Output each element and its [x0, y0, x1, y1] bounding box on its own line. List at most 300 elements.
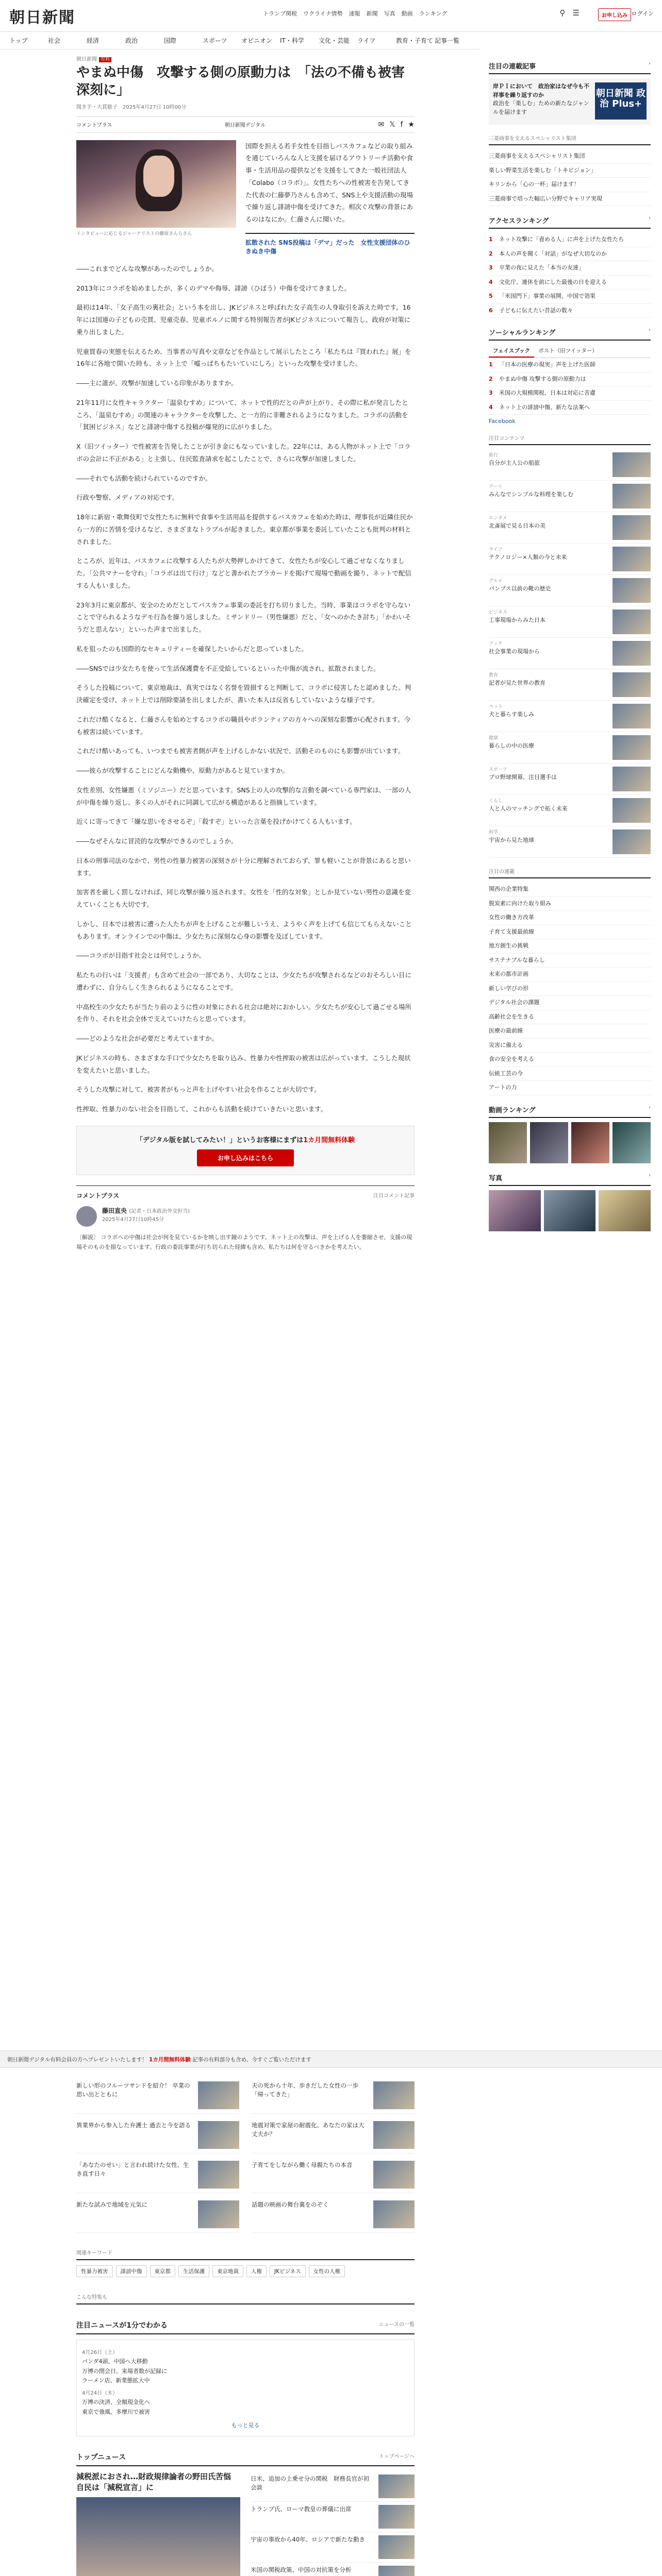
timeline-item[interactable]: パンダ4頭、中国へ大移動	[82, 2358, 148, 2365]
sidebar-list-item[interactable]	[489, 178, 651, 192]
sidebar-list-title[interactable]: デジタル社会の課題	[489, 999, 540, 1006]
header-icons	[560, 8, 580, 18]
article-intro	[76, 140, 415, 256]
recommend-title[interactable]: 地震対策で家屋の耐震化、あなたの家は大丈夫か？	[252, 2122, 365, 2138]
photo-header	[489, 1173, 651, 1186]
sidebar-list-title[interactable]: 伝統工芸の今	[489, 1070, 523, 1077]
timeline-more-link[interactable]: ニュースの一覧	[378, 2322, 415, 2328]
content-title[interactable]: 宇宙から見た地球	[489, 836, 534, 843]
timeline-item[interactable]: 万博の決済、全額現金化へ	[82, 2399, 150, 2406]
photo-title: 写真	[489, 1174, 503, 1182]
facebook-link[interactable]: Facebook	[489, 418, 516, 425]
content-title[interactable]: テクノロジー×人類の今と未来	[489, 553, 567, 561]
article-paragraph: 2013年にコラボを始めましたが、多くのデマや侮辱、誹謗（ひぼう）中傷を受けてきました。	[76, 284, 351, 292]
search-icon[interactable]: ⚲	[559, 8, 566, 18]
nav-item[interactable]: ライフ	[357, 37, 376, 44]
topnews-list	[251, 2471, 415, 2576]
pr-list	[489, 883, 651, 1095]
recommend-title[interactable]: 新たな試みで地域を元気に	[76, 2201, 147, 2208]
topnews-thumb[interactable]	[378, 2475, 415, 2498]
contents-title: 注目コンテンツ	[489, 436, 525, 442]
sidebar-list-item[interactable]	[489, 925, 651, 940]
timeline-title: 注目ニュースが1分でわかる	[76, 2321, 168, 2330]
content-card[interactable]	[489, 795, 651, 826]
keyword-tag[interactable]: JKビジネス	[270, 2265, 306, 2277]
recommend-title[interactable]: 「あなたのせい」と言われ続けた女性、生き直す日々	[76, 2161, 189, 2178]
site-header	[0, 0, 662, 32]
content-title[interactable]: 工事現場からみた日本	[489, 616, 545, 623]
more-icon[interactable]: ›	[649, 327, 651, 333]
special-header	[76, 2293, 415, 2304]
topnews-thumb[interactable]	[378, 2566, 415, 2576]
keyword-tag[interactable]: 女性の人権	[309, 2265, 345, 2277]
banner-tail: 記事の有料部分も含め、今すぐご覧いただけます	[192, 2056, 311, 2063]
article-paragraph: ――それでも活動を続けられているのですか。	[76, 474, 212, 482]
keyword-tag[interactable]: 東京都	[150, 2265, 176, 2277]
sidebar-list-item[interactable]	[489, 1053, 651, 1067]
sidebar-list-title[interactable]: 米国の大規模関税、日本は対応に苦慮	[499, 389, 595, 396]
content-card[interactable]	[489, 544, 651, 575]
content-tag: アート	[489, 484, 503, 489]
pr-title: 注目の連載	[489, 869, 515, 875]
promo-text: 「デジタル版を試してみたい！」というお客様にまずは	[136, 1136, 304, 1144]
nav-item[interactable]: スポーツ	[203, 37, 227, 44]
comment-plus-label[interactable]: コメントプラス	[76, 123, 112, 129]
content-card[interactable]	[489, 732, 651, 764]
keyword-tag[interactable]: 人権	[246, 2265, 267, 2277]
content-thumb[interactable]	[613, 578, 651, 603]
article-paragraph: 性搾取、性暴力のない社会を目指して、これからも活動を続けていきたいと思います。	[76, 1105, 327, 1113]
more-icon[interactable]: ›	[649, 1172, 651, 1178]
keyword-tag[interactable]: 生活保護	[178, 2265, 209, 2277]
commenter-role: (記者・日本政治外交担当)	[129, 1208, 190, 1214]
timeline-date: 4月26日（土）	[82, 2350, 118, 2355]
header-link[interactable]: 新聞	[366, 10, 378, 17]
header-link[interactable]: ランキング	[419, 10, 448, 17]
photo-thumb[interactable]	[544, 1190, 596, 1231]
content-thumb[interactable]	[613, 735, 651, 760]
recommend-thumb[interactable]	[198, 2200, 239, 2228]
x-share-icon[interactable]: 𝕏	[389, 120, 395, 129]
access-ranking-title: アクセスランキング	[489, 217, 549, 225]
article-paragraph: ――どのような社会が必要だと考えていますか。	[76, 1035, 219, 1043]
article-paragraph: 最初は14年、「女子高生の裏社会」という本を出し、JKビジネスと呼ばれた女子高生の人身取引を訴えた時です。16年には国連の子どもの売買、児童売春、児童ポルノに関する特別報告者がJKビジネスについて報告し、政府が対策に乗り出しました。	[76, 303, 411, 336]
article-paragraph: 加害者を厳しく罰しなければ、同じ攻撃が繰り返されます。女性を「性的な対象」としか見ていない男性の意識を変えていくことも大切です。	[76, 888, 411, 909]
article-column	[76, 52, 415, 1262]
nav-item[interactable]: 文化・芸能	[319, 37, 350, 44]
content-tag: ライフ	[489, 547, 503, 552]
rank-number: 1	[489, 361, 493, 368]
ad-body-2: 政治を「楽しむ」ための新たなジャンルを届けます	[493, 100, 589, 115]
sidebar-list-item[interactable]	[489, 276, 651, 290]
tab-x[interactable]: ポスト（旧ツイッター）	[538, 348, 598, 354]
ad-logo: 朝日新聞 政治 Plus+	[595, 82, 647, 120]
timeline-item[interactable]: 万博の閉会日、来場者数が記録に	[82, 2367, 167, 2375]
recommend-item[interactable]	[252, 2200, 415, 2233]
comment-text: 〔解説〕 コラボへの中傷は社会が何を見ているかを映し出す鏡のようです。ネット上の攻撃は、声を上げる人を萎縮させ、支援の現場そのものを損なっています。行政の委託事業が打ち切られた経緯も含め、私たちは何を守るべきかを考えたい。	[76, 1233, 412, 1250]
article-byline: 聞き手・大貫聡子 2025年4月27日 10時00分	[76, 104, 187, 110]
video-ranking-title: 動画ランキング	[489, 1106, 536, 1114]
sidebar-list-title[interactable]: 未来の都市計画	[489, 971, 528, 977]
content-tag: 健康	[489, 736, 499, 741]
topnews-item[interactable]	[251, 2471, 415, 2502]
content-thumb[interactable]	[613, 704, 651, 728]
sidebar-list-title[interactable]: 女性の働き方改革	[489, 914, 534, 921]
article-paragraph: 23年3月に東京都が、安全のためだとしてバスカフェ事業の委託を打ち切りました。当時、事業はコラボを守らないことで守られるようなデモ行為を繰り返しました。ミサンドリー（男性嫌悪）だと、「女へのかたき討ち」「かわいそうだと思えない」といった声まで出ました。	[76, 601, 411, 634]
article-paragraph: ――主に誰が、攻撃が加速している印象がありますか。	[76, 379, 238, 387]
sidebar-list-title[interactable]: 楽しい野菜生活を楽しむ「トキビジョン」	[489, 166, 597, 174]
recommend-thumb[interactable]	[198, 2161, 239, 2189]
recommend-thumb[interactable]	[373, 2161, 415, 2189]
nav-item[interactable]: 教育・子育て	[396, 37, 434, 44]
article-paragraph: JKビジネスの時も、さまざまな手口で少女たちを取り込み、性暴力や性搾取の被害は広がっています。こうした現状を変えたいと思いました。	[76, 1054, 411, 1074]
content-thumb[interactable]	[613, 767, 651, 791]
header-link[interactable]: 動画	[401, 10, 413, 17]
photo-caption: インタビューに応じるジャーナリストの藤原さんらさん	[76, 231, 192, 236]
topnews-more-link[interactable]: トップページへ	[378, 2454, 415, 2460]
topnews-item[interactable]	[251, 2532, 415, 2563]
rank-number: 3	[489, 264, 493, 271]
content-tag: 旅行	[489, 453, 499, 458]
content-tag: スポーツ	[489, 767, 507, 772]
sidebar-list-item[interactable]	[489, 372, 651, 387]
photo-thumb[interactable]	[489, 1190, 541, 1231]
keyword-tag[interactable]: 東京地裁	[212, 2265, 243, 2277]
promo-highlight: 1カ月間無料体験	[303, 1136, 355, 1144]
content-title[interactable]: 自分が主人公の船旅	[489, 459, 540, 466]
banner-highlight[interactable]: 1カ月間無料体験	[148, 2056, 191, 2063]
sidebar-list-title[interactable]: ネット攻撃に「責める人」に声を上げた女性たち	[499, 236, 624, 243]
content-title[interactable]: 社会事業の現場から	[489, 648, 540, 655]
sidebar-list-title[interactable]: アートの力	[489, 1084, 517, 1091]
nav-item[interactable]: トップ	[9, 37, 28, 44]
sidebar-list-title[interactable]: 「日本の医療の現実」声を上げた医師	[499, 361, 595, 368]
content-thumb[interactable]	[613, 484, 651, 509]
subscribe-button[interactable]: お申し込み	[598, 8, 631, 21]
content-thumb[interactable]	[613, 452, 651, 477]
content-title[interactable]: 記者が見た世界の教育	[489, 679, 545, 686]
social-ranking-list	[489, 358, 651, 415]
facebook-icon[interactable]: f	[400, 120, 403, 129]
nav-item[interactable]: 国際	[164, 37, 177, 44]
content-title[interactable]: みんなでシンプルな料理を楽しむ	[489, 490, 574, 498]
article-paragraph: ――SNSでは少女たちを使って生活保護費を不正受給しているといった中傷が流され、拡散されました。	[76, 664, 380, 672]
article-paragraph: 近くに寄ってきて「嫌な思いをさせるぞ」「殺すぞ」といった言葉を投げかけてくる人もいます。	[76, 818, 356, 826]
rank-number: 2	[489, 250, 493, 257]
sidebar-list-title[interactable]: やまぬ中傷 攻撃する側の原動力は	[499, 375, 586, 382]
special-title: こんな特集も	[76, 2295, 107, 2300]
social-ranking-title: ソーシャルランキング	[489, 329, 556, 337]
content-card[interactable]	[489, 701, 651, 732]
sidebar-list-item[interactable]	[489, 1039, 651, 1053]
recommend-title[interactable]: 話題の映画の舞台裏をのぞく	[252, 2201, 329, 2208]
sidebar-list-title[interactable]: 三菱商事を支えるスペシャリスト集団	[489, 152, 585, 159]
video-thumb[interactable]	[530, 1122, 568, 1163]
nav-item[interactable]: 政治	[125, 37, 138, 44]
video-thumb[interactable]	[613, 1122, 651, 1163]
toolbar-note: 朝日新聞デジタル	[224, 123, 266, 129]
content-tag: エンタメ	[489, 516, 507, 521]
recommend-title[interactable]: 夫の死から十年、歩きだした女性の一歩「帰ってきた」	[252, 2082, 358, 2098]
breadcrumb	[76, 55, 415, 62]
nav-item[interactable]: 経済	[87, 37, 100, 44]
sidebar-list-item[interactable]	[489, 149, 651, 164]
sidebar-list-title[interactable]: 本人の声を聞く「対話」がなぜ大切なのか	[499, 250, 607, 257]
timeline-more-button[interactable]: もっと見る	[231, 2422, 260, 2429]
nav-item[interactable]: IT・科学	[280, 37, 304, 44]
lower-sections	[76, 2081, 415, 2576]
paid-badge: 有料	[99, 57, 111, 62]
content-tag: ペット	[489, 704, 503, 709]
topnews-item-title[interactable]: 日米、追加の上乗せ分の関税 財務長官が初会談	[251, 2475, 369, 2492]
topnews-item[interactable]	[251, 2563, 415, 2576]
topnews-item-title[interactable]: トランプ氏、ローマ教皇の葬儀に出席	[251, 2505, 352, 2513]
content-tag: 科学	[489, 830, 499, 835]
article-paragraph: 日本の刑事司法のなかで、男性の性暴力被害の深刻さが十分に理解されておらず、罪も軽いことが背景にあると思います。	[76, 856, 411, 877]
sidebar-list-title[interactable]: 地方創生の挑戦	[489, 942, 528, 949]
recommend-item[interactable]	[76, 2081, 239, 2114]
sidebar-list-title[interactable]: サステナブルな暮らし	[489, 956, 545, 963]
recommend-thumb[interactable]	[198, 2121, 239, 2149]
keyword-tag[interactable]: 誹謗中傷	[116, 2265, 147, 2277]
content-card[interactable]	[489, 826, 651, 858]
sidebar-list-item[interactable]	[489, 1010, 651, 1025]
comment-plus	[76, 1185, 415, 1252]
digital-title: 注目の連載記事	[489, 63, 536, 71]
topnews-image[interactable]	[76, 2497, 240, 2576]
article-paragraph: ――なぜそんなに冒涜的な攻撃ができるのでしょうか。	[76, 837, 238, 845]
recommend-thumb[interactable]	[198, 2081, 239, 2109]
content-thumb[interactable]	[613, 798, 651, 823]
article-paragraph: これだけ酷くなると、仁藤さんを始めとするコラボの職員やボランティアの方々への深刻な影響が心配されます。今も被害は続いています。	[76, 715, 411, 736]
recommend-title[interactable]: 新しい形のフルーツサンドを紹介！ 卒業の思い出とともに	[76, 2082, 190, 2098]
sidebar-list-item[interactable]	[489, 996, 651, 1010]
topnews-title: トップニュース	[76, 2453, 126, 2462]
rank-number: 5	[489, 293, 493, 299]
content-title[interactable]: プロ野球開幕、注目選手は	[489, 773, 557, 781]
article-paragraph: ――彼らが攻撃することにどんな動機や、原動力があると見ていますか。	[76, 767, 289, 775]
sidebar-list-title[interactable]: 文化庁、連休を前にした最後の日を迎える	[499, 278, 607, 285]
recommend-thumb[interactable]	[373, 2121, 415, 2149]
topnews-item-title[interactable]: 米国の関税政策、中国の対抗策を分析	[251, 2566, 352, 2574]
bookmark-icon[interactable]: ★	[408, 120, 415, 129]
sidebar-list-item[interactable]	[489, 358, 651, 372]
premium-title: 三菱商事を支えるスペシャリスト集団	[489, 136, 576, 142]
nav-item[interactable]: 記事一覧	[435, 37, 460, 44]
content-card[interactable]	[489, 606, 651, 638]
social-header	[489, 327, 651, 341]
mail-icon[interactable]: ✉	[378, 120, 385, 129]
content-card[interactable]	[489, 575, 651, 606]
article-paragraph: ――これまでどんな攻撃があったのでしょうか。	[76, 264, 218, 273]
sidebar-list-item[interactable]	[489, 968, 651, 982]
social-tabs	[489, 345, 651, 358]
article-paragraph: 私を狙ったのも国際的なセキュリティーを確保したいからだと思っていました。	[76, 645, 308, 653]
rank-number: 4	[489, 278, 493, 285]
sidebar-list-title[interactable]: 食の安全を考える	[489, 1056, 534, 1062]
content-thumb[interactable]	[613, 672, 651, 697]
nav-item[interactable]: オピニオン	[241, 37, 273, 44]
sidebar-list-item[interactable]	[489, 247, 651, 262]
content-thumb[interactable]	[613, 515, 651, 540]
content-title[interactable]: 犬と暮らす楽しみ	[489, 710, 534, 718]
breadcrumb-label[interactable]: 朝日新聞	[76, 57, 97, 62]
header-link[interactable]: トランプ関税	[263, 10, 297, 17]
rank-number: 2	[489, 375, 493, 382]
sidebar-list-item[interactable]	[489, 939, 651, 954]
topnews-headline[interactable]: 減税派におされ…財政規律論者の野田氏苦悩 自民は「減税宣言」に	[76, 2472, 239, 2493]
sidebar-list-item[interactable]	[489, 261, 651, 276]
header-link[interactable]: ウクライナ情勢	[303, 10, 343, 17]
site-logo[interactable]: 朝日新聞	[9, 8, 75, 27]
login-link[interactable]: ログイン	[631, 10, 654, 17]
article-paragraph: しかし、日本では被害に遭った人たちが声を上げることが難しいうえ、ようやく声を上げても信じてもらえないこともあります。オンラインでの中傷は、少女たちに深刻な心身の影響を及ぼしています。	[76, 920, 412, 940]
timeline-item[interactable]: 東京で強風、多摩川で被害	[82, 2408, 150, 2415]
sidebar-list-item[interactable]	[489, 1024, 651, 1039]
subscription-banner	[0, 2050, 662, 2068]
signup-button[interactable]: お申し込みはこちら	[197, 1149, 294, 1166]
recommend-item[interactable]	[252, 2081, 415, 2114]
sidebar-list-title[interactable]: キリンから「心の一杯」届けます！	[489, 181, 580, 188]
related-article-link[interactable]: 拡散された SNS投稿は「デマ」だった 女性支援団体のひきぬき中傷	[245, 233, 415, 256]
content-card[interactable]	[489, 764, 651, 795]
access-header	[489, 215, 651, 229]
article-paragraph: X（旧ツイッター）で性被害を告発したことが引き金にもなっていました。22年には、ある人物がネット上で「コラボの会計に不正がある」と主張し、住民監査請求を起こしたことで、さらに攻撃が加速しました。	[76, 443, 411, 463]
content-card[interactable]	[489, 449, 651, 481]
sidebar-list-item[interactable]	[489, 164, 651, 178]
intro-text: 国際を担える若手女性を目指しバスカフェなどの取り組みを通じていろんな人と支援を届けるアウトリーチ活動や食事・生活用品の提供などを支援をしてきた一般社団法人「Colabo（コラボ）」。女性たちへの性被害を告発してきた代表の仁藤夢乃さんも含めて、SNS上や支援活動の現場で繰り返し誹謗中傷を受けてきた。相次ぐ攻撃の背景にあるのはなにか。仁藤さんに聞いた。	[245, 142, 413, 224]
article-paragraph: 女性差別、女性嫌悪（ミソジニー）だと思っています。SNS上の人の攻撃的な言動を調べている専門家は、一部の人が中傷を繰り返し、多くの人がそれに同調して広がる構造があると指摘しています。	[76, 786, 411, 806]
sidebar-ad[interactable]	[489, 78, 651, 125]
comment-date: 2025年4月27日10時45分	[102, 1216, 164, 1223]
sidebar-list-title[interactable]: 新しい学びの形	[489, 985, 528, 992]
sidebar-list-title[interactable]: 医療の最前線	[489, 1027, 523, 1034]
header-link[interactable]: 速報	[349, 10, 360, 17]
keyword-list	[76, 2265, 415, 2277]
trial-promo	[76, 1126, 415, 1175]
article-paragraph: 21年11月に女性キャラクター「温泉むすめ」について、ネットで性的だとの声が上がり、その際に私が発言したところ、「温泉むすめ」の関連のキャラクターを攻撃した、と一方的に非難されるようになりました。コラボの活動を「貧困ビジネス」などと誹謗中傷する投稿が爆発的に広がりました。	[76, 398, 408, 431]
recommend-item[interactable]	[76, 2121, 239, 2154]
header-link[interactable]: 写真	[384, 10, 395, 17]
sidebar-list-item[interactable]	[489, 290, 651, 304]
photo-thumbs	[489, 1190, 651, 1231]
ad-body: 岸ＰＩにおいて 政治家はなぜ今も不祥事を繰り返すのか	[493, 83, 589, 98]
more-icon[interactable]: ›	[649, 1104, 651, 1110]
article-paragraph: 児童買春の実態を伝えるため、当事者の写真や文章などを作品として展示したところ「私たちは『買われた』展」を16年に各地で開いた時も、ネット上で「嘘っぱちもたいていにしろ」といった攻撃を受けました。	[76, 347, 411, 368]
more-icon[interactable]: ›	[649, 61, 651, 66]
content-thumb[interactable]	[613, 609, 651, 634]
comment-plus-link[interactable]: 注目コメント記事	[373, 1193, 415, 1199]
recommend-item[interactable]	[76, 2161, 239, 2193]
rank-number: 6	[489, 307, 493, 314]
sidebar-list-title[interactable]: 災害に備える	[489, 1041, 523, 1048]
avatar[interactable]	[76, 1206, 97, 1227]
article-toolbar	[76, 116, 415, 133]
sidebar-list-title[interactable]: 関西の企業特集	[489, 886, 528, 892]
sidebar-list-title[interactable]: 三菱商事で培った幅広い分野でキャリア実現	[489, 195, 602, 202]
menu-icon[interactable]: ☰	[572, 8, 580, 18]
timeline-date: 4月24日（木）	[82, 2391, 118, 2397]
sidebar-list-item[interactable]	[489, 386, 651, 401]
content-card[interactable]	[489, 669, 651, 701]
sidebar-list-title[interactable]: ネット上の誹謗中傷、新たな法案へ	[499, 403, 590, 411]
sidebar-list-item[interactable]	[489, 304, 651, 318]
sidebar-list-item[interactable]	[489, 233, 651, 247]
article-paragraph: 行政や警察、メディアの対応です。	[76, 494, 179, 502]
contents-header	[489, 434, 651, 445]
recommend-item[interactable]	[252, 2161, 415, 2193]
content-card[interactable]	[489, 638, 651, 669]
topnews-item[interactable]	[251, 2502, 415, 2532]
rank-number: 1	[489, 236, 493, 243]
nav-item[interactable]: 社会	[48, 37, 61, 44]
sidebar-list-item[interactable]	[489, 883, 651, 897]
article-paragraph: ――コラボが目指す社会とは何でしょうか。	[76, 952, 206, 960]
content-title[interactable]: 暮らしの中の医療	[489, 742, 534, 749]
keyword-tag[interactable]: 性暴力被害	[76, 2265, 113, 2277]
more-icon[interactable]: ›	[649, 215, 651, 221]
sidebar-list-title[interactable]: 子育て支援最前線	[489, 928, 534, 935]
content-thumb[interactable]	[613, 641, 651, 666]
sidebar-list-title[interactable]: 卒業の夜に見えた「本当の友達」	[499, 264, 584, 271]
article-paragraph: ところが、近年は、バスカフェに攻撃する人たちが大勢押しかけてきて、女性たちが安心して過ごせなくなりました。「公共マナーを守れ」「コラボは出て行け」などと書かれたプラカードを掲げて現場で動画を撮り、ネットで配信する人もいました。	[76, 557, 412, 589]
sidebar-list-item[interactable]	[489, 982, 651, 996]
recommend-title[interactable]: 異業界から参入した弁護士 過去と今を語る	[76, 2122, 191, 2129]
sidebar-list-item[interactable]	[489, 401, 651, 415]
topnews-thumb[interactable]	[378, 2505, 415, 2529]
sidebar-list-item[interactable]	[489, 911, 651, 925]
topnews-thumb[interactable]	[378, 2535, 415, 2559]
content-title[interactable]: 北斎展で見る日本の美	[489, 522, 545, 529]
article-title: やまぬ中傷 攻撃する側の原動力は 「法の不備も被害深刻に」	[76, 65, 405, 98]
sidebar-list-item[interactable]	[489, 954, 651, 968]
recommend-thumb[interactable]	[373, 2200, 415, 2228]
contents-list	[489, 449, 651, 858]
timeline-item[interactable]: ラーメン店、新業態拡大中	[82, 2377, 150, 2384]
video-thumb[interactable]	[571, 1122, 609, 1163]
recommend-item[interactable]	[76, 2200, 239, 2233]
content-title[interactable]: パンプス以前の靴の歴史	[489, 585, 551, 592]
sidebar-list-item[interactable]	[489, 1081, 651, 1095]
sidebar-list-title[interactable]: 高齢社会を生きる	[489, 1013, 534, 1020]
content-tag: 教育	[489, 673, 499, 678]
tab-facebook[interactable]: フェイスブック	[489, 345, 534, 358]
content-thumb[interactable]	[613, 829, 651, 854]
content-card[interactable]	[489, 512, 651, 544]
recommend-thumb[interactable]	[373, 2081, 415, 2109]
sidebar-list-title[interactable]: 子どもに伝えたい昔話の数々	[499, 307, 573, 314]
photo-thumb[interactable]	[599, 1190, 651, 1231]
topnews-item-title[interactable]: 宇宙の事故から40年、ロシアで新たな動き	[251, 2536, 365, 2544]
article-paragraph: これだけ酷いあっても、いつまでも被害者側が声を上げるしかない状況で、活動そのものにも影響が出ています。	[76, 747, 405, 755]
content-title[interactable]: 人と人のマッチングで拓く未来	[489, 805, 568, 812]
commenter-name[interactable]: 藤田直央	[102, 1207, 127, 1214]
content-card[interactable]	[489, 481, 651, 512]
pr-header	[489, 867, 651, 878]
rank-number: 3	[489, 389, 493, 396]
sidebar-list-title[interactable]: 「米国門下」事業の展開、中国で効果	[499, 293, 595, 299]
article-photo[interactable]	[76, 140, 236, 228]
recommend-title[interactable]: 子育てをしながら働く母親たちの本音	[252, 2161, 353, 2168]
content-thumb[interactable]	[613, 547, 651, 571]
recommend-item[interactable]	[252, 2121, 415, 2154]
sidebar-list-item[interactable]	[489, 897, 651, 911]
sidebar-list-item[interactable]	[489, 1067, 651, 1081]
article-paragraph: 中高校生の少女たちが当たり前のように性の対象にされる社会は絶対におかしい。少女たちが安心して過ごせる場所を作り、それを社会全体で支えていけたらと思っています。	[76, 1003, 412, 1023]
sidebar-list-title[interactable]: 脱炭素に向けた取り組み	[489, 900, 551, 907]
sidebar-list-item[interactable]	[489, 192, 651, 207]
video-thumb[interactable]	[489, 1122, 527, 1163]
